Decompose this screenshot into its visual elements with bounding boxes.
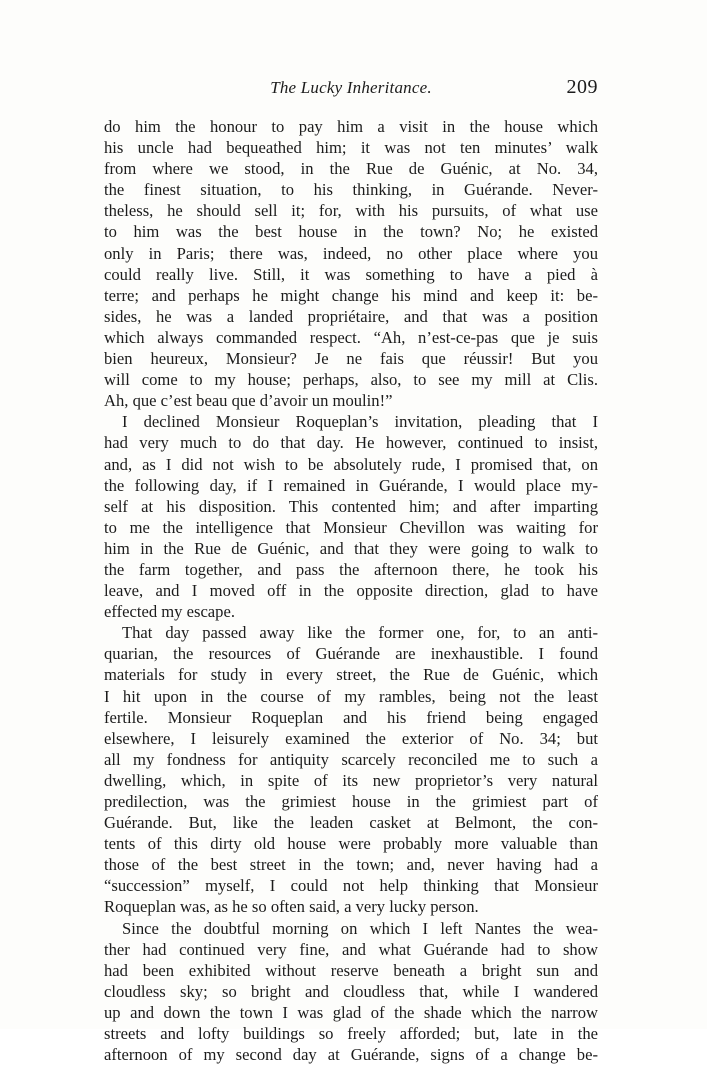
text-line: effected my escape. <box>104 602 235 622</box>
text-line: to him was the best house in the town? No; he existed <box>104 222 598 242</box>
text-line: his uncle had bequeathed him; it was not ten minutes’ walk <box>104 138 598 158</box>
text-line: fertile. Monsieur Roqueplan and his friend being engaged <box>104 707 598 727</box>
text-line: up and down the town I was glad of the shade which the narrow <box>104 1002 598 1022</box>
text-line: predilection, was the grimiest house in the grimiest part of <box>104 792 598 811</box>
text-line: will come to my house; perhaps, also, to see my mill at Clis. <box>104 370 598 390</box>
text-line: cloudless sky; so bright and cloudless that, while I wandered <box>104 981 598 1001</box>
running-head <box>104 78 598 102</box>
text-line: to me the intelligence that Monsieur Chevillon was waiting for <box>104 517 598 537</box>
text-line: streets and lofty buildings so freely afforded; but, late in the <box>104 1024 598 1044</box>
body-text <box>104 116 598 1065</box>
text-line: Guérande. But, like the leaden casket at Belmont, the con- <box>104 813 598 833</box>
text-line: him in the Rue de Guénic, and that they were going to walk to <box>104 538 598 558</box>
text-line: the farm together, and pass the afternoon there, he took his <box>104 559 598 579</box>
text-line: afternoon of my second day at Guérande, signs of a change be- <box>104 1045 598 1065</box>
text-line: ther had continued very fine, and what Guérande had to show <box>104 939 598 959</box>
page-number: 209 <box>566 76 598 98</box>
running-title: The Lucky Inheritance. <box>270 78 432 97</box>
text-line: all my fondness for antiquity scarcely reconciled me to such a <box>104 749 598 769</box>
text-line: That day passed away like the former one, for, to an anti- <box>122 623 598 643</box>
text-line: materials for study in every street, the Rue de Guénic, which <box>104 665 598 685</box>
text-line: Ah, que c’est beau que d’avoir un moulin!” <box>104 391 393 411</box>
text-line: from where we stood, in the Rue de Guénic, at No. 34, <box>104 159 598 179</box>
text-line: self at his disposition. This contented him; and after imparting <box>104 496 598 516</box>
text-line: elsewhere, I leisurely examined the exterior of No. 34; but <box>104 728 598 748</box>
text-line: Roqueplan was, as he so often said, a very lucky person. <box>104 897 479 917</box>
text-line: had very much to do that day. He however, continued to insist, <box>104 433 598 453</box>
text-line: terre; and perhaps he might change his mind and keep it: be- <box>104 285 598 305</box>
text-line: the finest situation, to his thinking, in Guérande. Never- <box>104 180 598 200</box>
text-line: and, as I did not wish to be absolutely rude, I promised that, on <box>104 454 598 474</box>
text-line: “succession” myself, I could not help thinking that Monsieur <box>104 876 598 896</box>
text-line: bien heureux, Monsieur? Je ne fais que réussir! But you <box>104 349 598 369</box>
text-line: could really live. Still, it was something to have a pied à <box>104 264 598 284</box>
text-line: leave, and I moved off in the opposite direction, glad to have <box>104 581 598 601</box>
text-line: I hit upon in the course of my rambles, being not the least <box>104 686 598 706</box>
text-line: sides, he was a landed propriétaire, and that was a position <box>104 306 598 326</box>
text-line: do him the honour to pay him a visit in the house which <box>104 117 598 136</box>
text-line: the following day, if I remained in Guérande, I would place my- <box>104 475 598 495</box>
text-line: had been exhibited without reserve beneath a bright sun and <box>104 960 598 980</box>
text-line: Since the doubtful morning on which I left Nantes the wea- <box>122 918 598 938</box>
text-line: those of the best street in the town; and, never having had a <box>104 855 598 875</box>
text-line: which always commanded respect. “Ah, n’est-ce-pas que je suis <box>104 327 598 347</box>
text-line: quarian, the resources of Guérande are inexhaustible. I found <box>104 644 598 664</box>
text-line: theless, he should sell it; for, with his pursuits, of what use <box>104 201 598 221</box>
text-line: dwelling, which, in spite of its new proprietor’s very natural <box>104 770 598 790</box>
text-line: only in Paris; there was, indeed, no other place where you <box>104 243 598 263</box>
text-line: tents of this dirty old house were probably more valuable than <box>104 834 598 854</box>
text-line: I declined Monsieur Roqueplan’s invitation, pleading that I <box>122 412 598 432</box>
